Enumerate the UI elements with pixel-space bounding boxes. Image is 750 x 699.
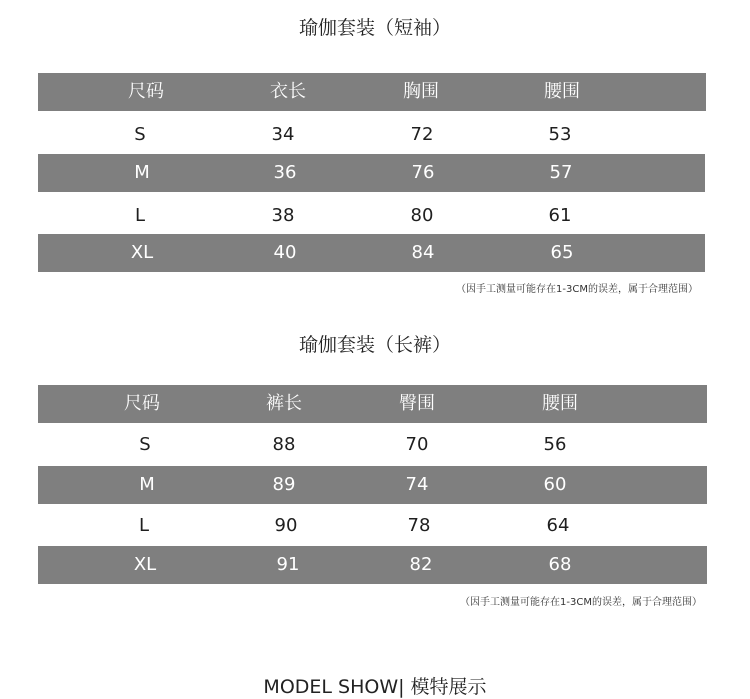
cell-chest: 84	[411, 242, 435, 263]
cell-size: XL	[130, 242, 154, 263]
short-sleeve-title: 瑜伽套装（短袖）	[298, 17, 451, 39]
cell-waist: 64	[546, 515, 570, 536]
cell-waist: 68	[548, 554, 572, 575]
cell-length: 38	[271, 205, 295, 226]
cell-size: L	[138, 515, 150, 536]
table-row	[38, 426, 707, 464]
cell-chest: 76	[411, 162, 435, 183]
table-header-row	[38, 385, 707, 423]
measurement-note: （因手工测量可能存在1-3CM的误差，属于合理范围）	[456, 284, 698, 295]
table-row	[38, 116, 706, 154]
cell-hip: 74	[405, 474, 429, 495]
table-row	[38, 546, 707, 584]
table-row	[38, 234, 705, 272]
cell-length: 40	[273, 242, 297, 263]
header-length: 衣长	[270, 81, 306, 102]
cell-waist: 53	[548, 124, 572, 145]
header-pants-length: 裤长	[266, 393, 302, 414]
table-row	[38, 466, 707, 504]
header-waist: 腰围	[542, 393, 578, 414]
cell-waist: 61	[548, 205, 572, 226]
long-pants-size-table	[38, 385, 707, 584]
header-size: 尺码	[124, 393, 160, 414]
cell-size: M	[139, 474, 155, 495]
cell-chest: 80	[410, 205, 434, 226]
cell-length: 36	[273, 162, 297, 183]
header-size: 尺码	[128, 81, 164, 102]
cell-waist: 56	[543, 434, 567, 455]
model-show-heading: MODEL SHOW| 模特展示	[263, 676, 487, 698]
cell-chest: 72	[410, 124, 434, 145]
cell-pants-length: 89	[272, 474, 296, 495]
cell-size: M	[134, 162, 150, 183]
cell-hip: 70	[405, 434, 429, 455]
cell-length: 34	[271, 124, 295, 145]
cell-hip: 78	[407, 515, 431, 536]
cell-size: S	[134, 124, 146, 145]
short-sleeve-size-table	[38, 73, 706, 272]
header-waist: 腰围	[544, 81, 580, 102]
measurement-note: （因手工测量可能存在1-3CM的误差，属于合理范围）	[460, 597, 702, 608]
cell-waist: 60	[543, 474, 567, 495]
table-row	[38, 507, 707, 545]
cell-waist: 57	[549, 162, 573, 183]
long-pants-title: 瑜伽套装（长裤）	[298, 334, 451, 356]
table-header-row	[38, 73, 706, 111]
header-chest: 胸围	[403, 81, 439, 102]
table-row	[38, 154, 705, 192]
cell-size: S	[139, 434, 151, 455]
cell-hip: 82	[409, 554, 433, 575]
table-row	[38, 197, 706, 235]
cell-size: XL	[133, 554, 157, 575]
cell-pants-length: 91	[276, 554, 300, 575]
cell-waist: 65	[550, 242, 574, 263]
cell-pants-length: 90	[274, 515, 298, 536]
header-hip: 臀围	[399, 393, 435, 414]
cell-pants-length: 88	[272, 434, 296, 455]
cell-size: L	[134, 205, 146, 226]
